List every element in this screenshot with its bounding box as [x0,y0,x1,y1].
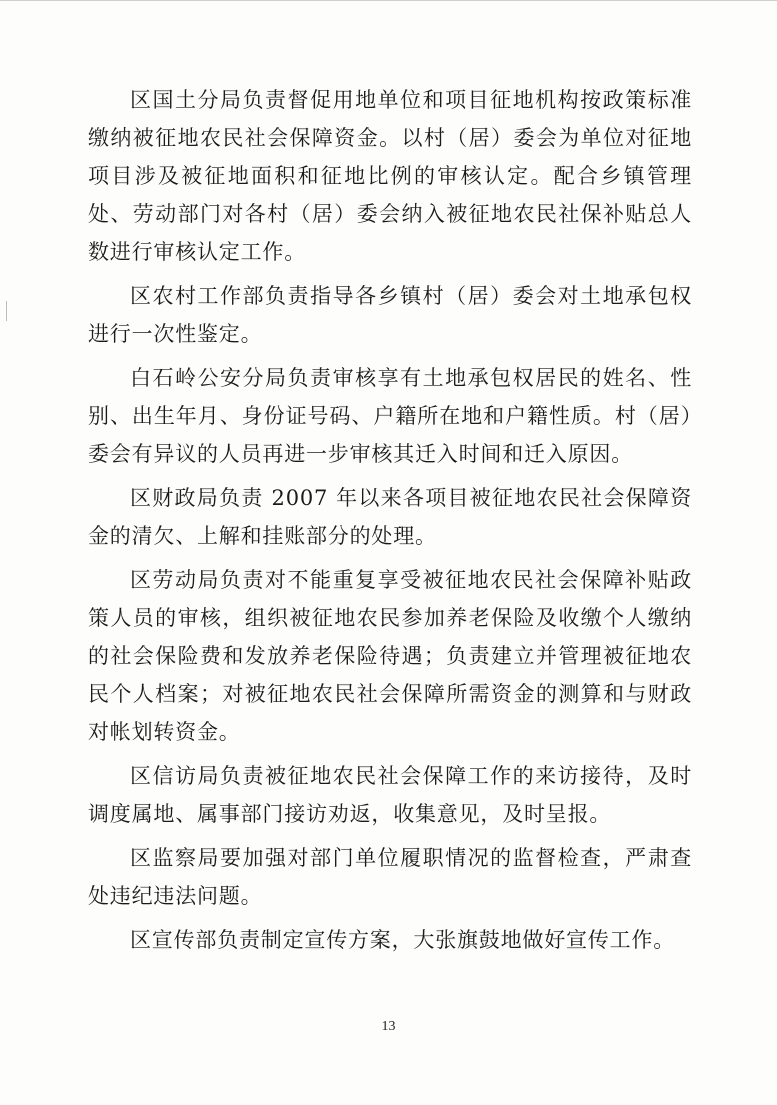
paragraph-rural-work-dept: 区农村工作部负责指导各乡镇村（居）委会对土地承包权进行一次性鉴定。 [88,284,692,346]
paragraph-petition-bureau: 区信访局负责被征地农民社会保障工作的来访接待，及时调度属地、属事部门接访劝返，收集意见，及时呈报。 [88,764,692,826]
document-body [88,81,692,965]
page-number: 13 [381,1019,396,1034]
paragraph-supervision-bureau: 区监察局要加强对部门单位履职情况的监督检查，严肃查处违纪违法问题。 [88,846,692,908]
scan-edge-mark [6,301,12,321]
paragraph-finance-bureau: 区财政局负责 2007 年以来各项目被征地农民社会保障资金的清欠、上解和挂账部分的处理。 [88,486,692,548]
paragraph-labor-bureau: 区劳动局负责对不能重复享受被征地农民社会保障补贴政策人员的审核，组织被征地农民参加养老保险及收缴个人缴纳的社会保险费和发放养老保险待遇；负责建立并管理被征地农民个人档案；对被征地农民社会保障所需资金的测算和与财政对帐划转资金。 [88,568,692,744]
paragraph-land-bureau: 区国土分局负责督促用地单位和项目征地机构按政策标准缴纳被征地农民社会保障资金。以村（居）委会为单位对征地项目涉及被征地面积和征地比例的审核认定。配合乡镇管理处、劳动部门对各村（居）委会纳入被征地农民社保补贴总人数进行审核认定工作。 [88,88,692,264]
paragraph-publicity-dept: 区宣传部负责制定宣传方案，大张旗鼓地做好宣传工作。 [130,928,675,952]
paragraph-public-security: 白石岭公安分局负责审核享有土地承包权居民的姓名、性别、出生年月、身份证号码、户籍所在地和户籍性质。村（居）委会有异议的人员再进一步审核其迁入时间和迁入原因。 [88,366,692,466]
